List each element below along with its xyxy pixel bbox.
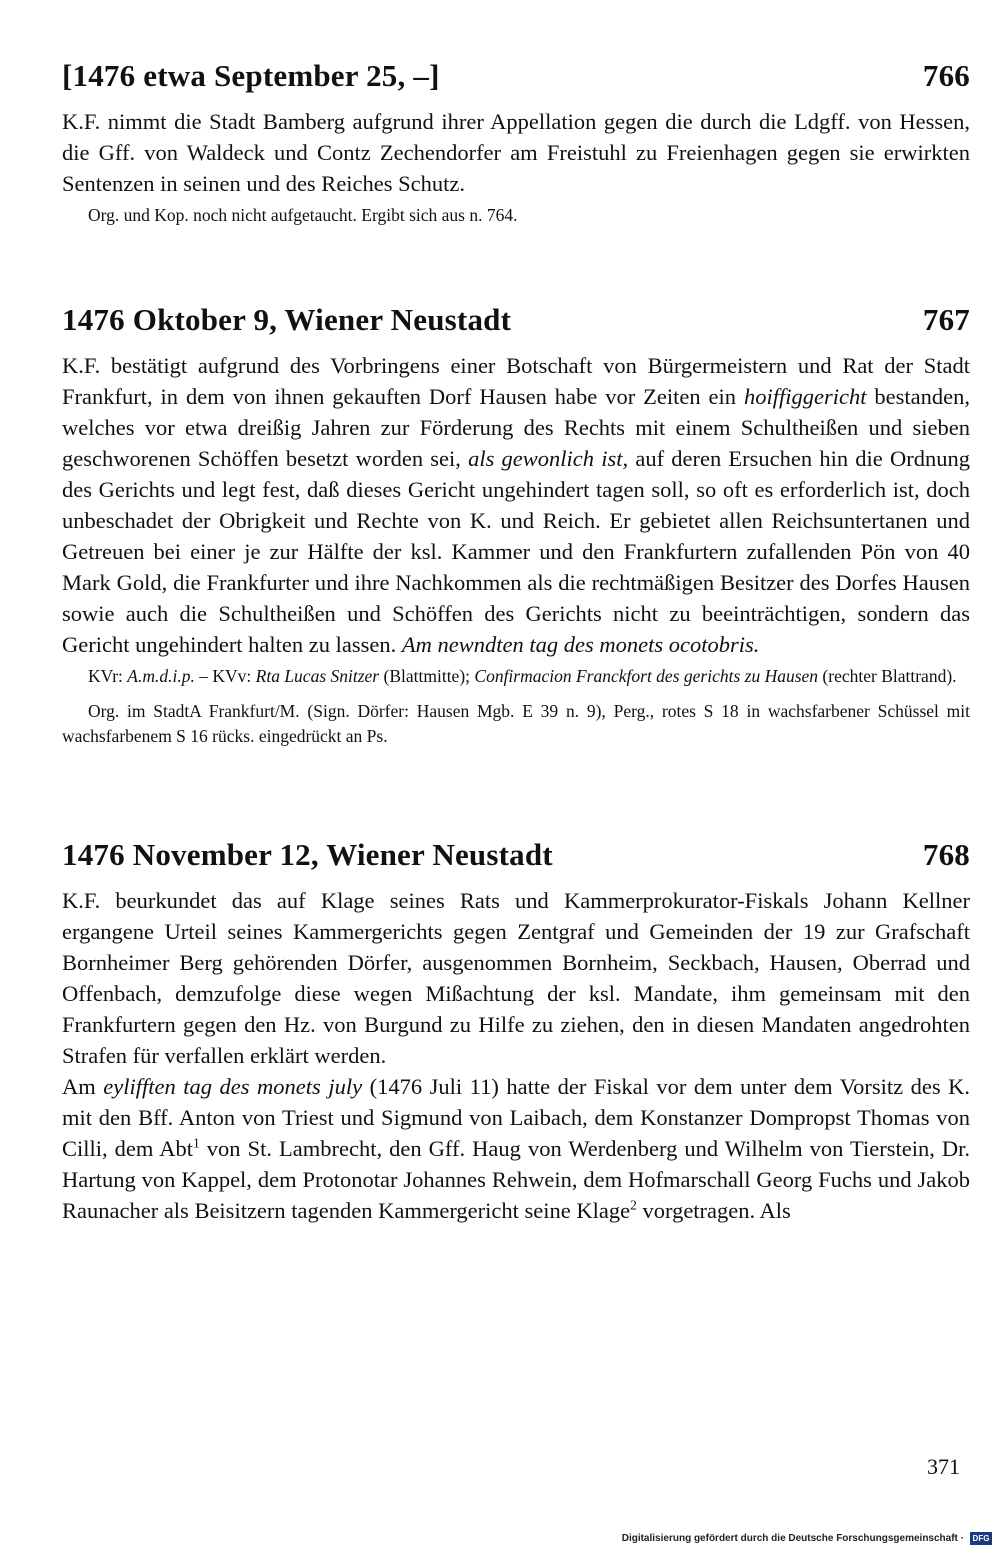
- source-note: Org. und Kop. noch nicht aufgetaucht. Ergibt sich aus n. 764.: [88, 205, 518, 225]
- summary-text: K.F. bestätigt aufgrund des Vorbringens einer Botschaft von Bürgermeistern und Rat der Stadt Frankfurt, in dem von ihnen gekauften Dorf Hausen habe vor Zeiten ein: [62, 353, 970, 409]
- page-number: 371: [927, 1454, 960, 1479]
- summary-text: auf deren Ersuchen hin die Ordnung des Gerichts und legt fest, daß dieses Gericht ungehindert tagen soll, so oft es erforderlich ist, doch unbeschadet der Obrigkeit und Rechte von K. und Reich. Er gebietet allen Reichsuntertanen und Getreuen bei einer je zur Hälfte der ksl. Kammer und den Frankfurtern zufallenden Pön von 40 Mark Gold, die Frankfurter und ihre Nachkommen als die rechtmäßigen Besitzer des Dorfes Hausen sowie auch die Schultheißen und Schöffen des Gerichts nicht zu beeinträchtigen, sondern das Gericht ungehindert halten zu lassen.: [62, 446, 970, 657]
- summary-paragraph: K.F. beurkundet das auf Klage seines Rats und Kammerprokurator-Fiskals Johann Kellner ergangene Urteil seines Kammergerichts gegen Zentgraf und Gemeinden der 19 zur Grafschaft Bornheimer Berg gehörenden Dörfer, ausgenommen Bornheim, Seckbach, Hausen, Oberrad und Offenbach, demzufolge diese wegen Mißachtung der ksl. Mandate, ihm gemeinsam mit den Frankfurtern gegen den Hz. von Burgund zu Hilfe zu ziehen, den in diesen Mandaten angedrohten Strafen für verfallen erklärt werden.: [62, 888, 970, 1068]
- dating-formula: Am newndten tag des monets ocotobris.: [401, 632, 760, 657]
- summary-text: Am: [62, 1074, 104, 1099]
- entry-heading: [62, 837, 970, 873]
- quoted-term: als gewonlich ist,: [468, 446, 629, 471]
- summary-paragraph: [62, 1071, 970, 1226]
- entry-number: 767: [922, 302, 970, 337]
- entry-766: [62, 58, 970, 228]
- entry-date-place: 1476 November 12, Wiener Neustadt: [62, 837, 553, 872]
- dfg-logo-icon: DFG: [970, 1532, 992, 1545]
- note-quote: Rta Lucas Snitzer: [255, 666, 380, 686]
- quoted-term: hoiffiggericht: [743, 384, 867, 409]
- entry-768: [62, 837, 970, 1226]
- note-quote: Confirmacion Franckfort des gerichts zu Hausen: [474, 666, 819, 686]
- endorsement-note: [62, 664, 970, 689]
- entry-date-place: [1476 etwa September 25, –]: [62, 58, 440, 93]
- funding-footer: [622, 1532, 992, 1545]
- note-text: – KVv:: [194, 666, 256, 686]
- entry-summary: [62, 106, 970, 199]
- entry-summary: [62, 350, 970, 660]
- dating-formula: eylifften tag des monets july: [103, 1074, 363, 1099]
- entry-number: 768: [922, 837, 970, 872]
- entry-date-place: 1476 Oktober 9, Wiener Neustadt: [62, 302, 512, 337]
- note-text: (rechter Blattrand).: [818, 666, 957, 686]
- summary-paragraph: [62, 350, 970, 660]
- footnote-marker: 2: [630, 1197, 637, 1213]
- summary-text: (1476 Juli 11) hatte der Fiskal vor dem unter dem Vorsitz des K. mit den Bff. Anton von Triest und Sigmund von Laibach, dem Konstanzer Dompropst Thomas von Cilli, dem Abt: [62, 1074, 970, 1161]
- funding-text: Digitalisierung gefördert durch die Deutsche Forschungsgemeinschaft ·: [621, 1533, 964, 1544]
- note-text: KVr:: [88, 666, 128, 686]
- entry-heading: [62, 58, 970, 94]
- summary-paragraph: K.F. nimmt die Stadt Bamberg aufgrund ihrer Appellation gegen die durch die Ldgff. von Hessen, die Gff. von Waldeck und Contz Zechendorfer am Freistuhl zu Freienhagen gegen sie erwirkten Sentenzen in seinen und des Reiches Schutz.: [62, 109, 970, 196]
- entry-summary: [62, 885, 970, 1226]
- note-quote: A.m.d.i.p.: [127, 666, 195, 686]
- summary-text: bestanden, welches vor etwa dreißig Jahren zur Förderung des Rechts mit einem Schultheißen und sieben geschworenen Schöffen besetzt worden sei,: [62, 384, 971, 471]
- entry-number: 766: [922, 58, 970, 93]
- summary-text: vorgetragen. Als: [636, 1198, 791, 1223]
- source-note: Org. im StadtA Frankfurt/M. (Sign. Dörfer: Hausen Mgb. E 39 n. 9), Perg., rotes S 18 in wachsfarbener Schüssel mit wachsfarbenem S 16 rücks. eingedrückt an Ps.: [62, 701, 970, 746]
- entry-heading: [62, 302, 970, 338]
- footnote-marker: 1: [192, 1135, 200, 1151]
- summary-text: von St. Lambrecht, den Gff. Haug von Werdenberg und Wilhelm von Tierstein, Dr. Hartung von Kappel, dem Protonotar Johannes Rehwein, dem Hofmarschall Georg Fuchs und Jakob Raunacher als Beisitzern tagenden Kammergericht seine Klage: [62, 1136, 970, 1223]
- document-page: [62, 58, 970, 1226]
- note-text: (Blattmitte);: [379, 666, 475, 686]
- entry-767: [62, 302, 970, 749]
